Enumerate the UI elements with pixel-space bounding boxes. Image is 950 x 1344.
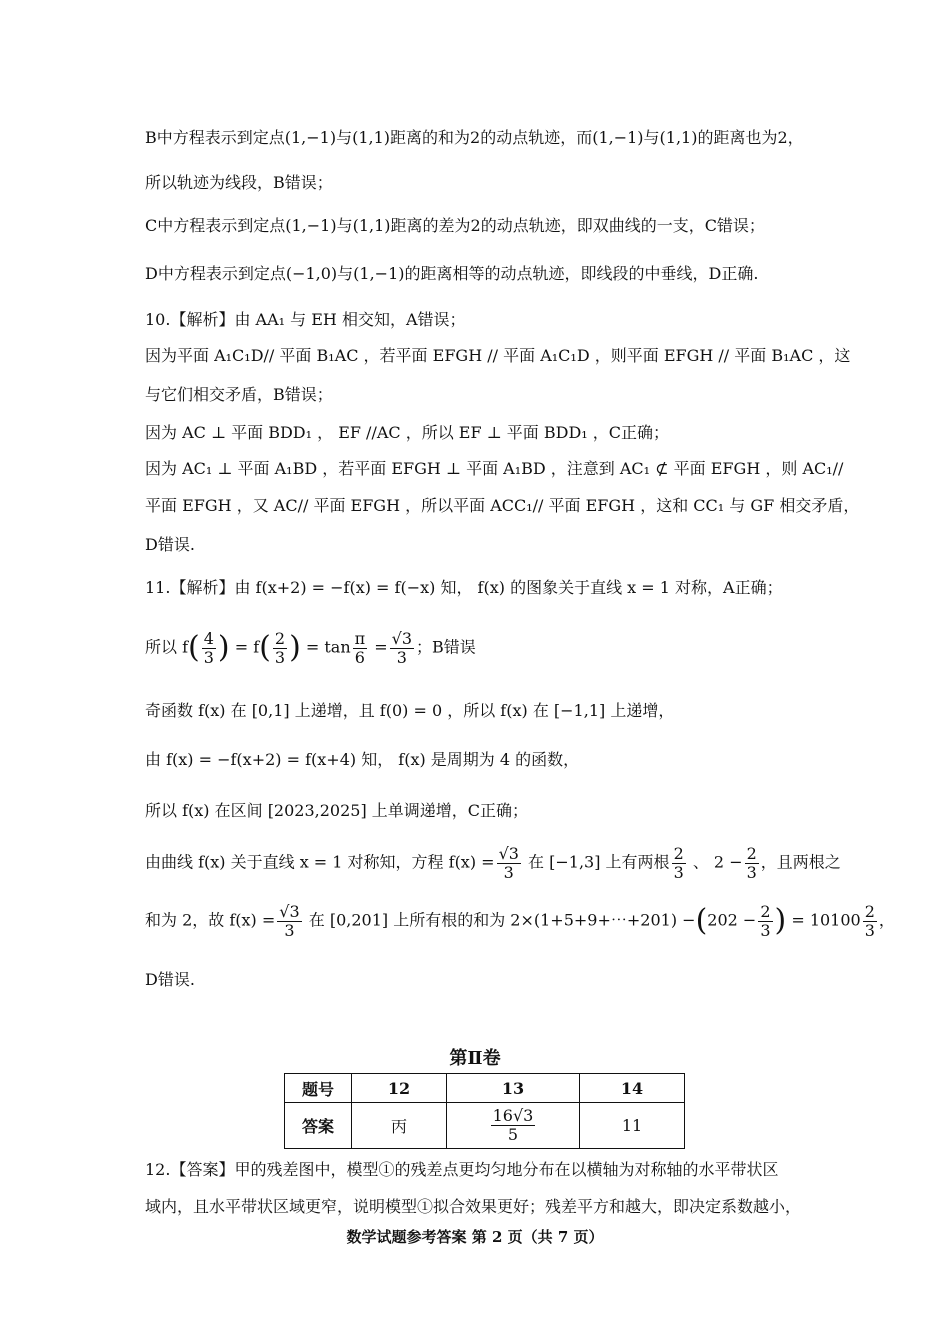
q12-line-2: 域内，且水平带状区域更窄，说明模型①拟合效果更好；残差平方和越大，即决定系数越小， [145, 1197, 802, 1216]
q11-line-5: 所以 f(x) 在区间 [2023,2025] 上单调递增，C正确； [145, 801, 529, 820]
text-line-d1: D中方程表示到定点(−1,0)与(1,−1)的距离相等的动点轨迹，即线段的中垂线，D正确. [145, 264, 759, 283]
page-footer: 数学试题参考答案 第 2 页（共 7 页） [346, 1228, 604, 1246]
q11-2-c: = tan [305, 637, 351, 657]
q11-line-2: 所以 f( $\frac{4}{3}$ ) = f( $\frac{2}{3}$ ) = tan $\frac{\pi}{6}$ = $\frac{√3}{3}$ ；B错误 [145, 629, 476, 667]
q11-line-7: 和为 2，故 f(x) = $\frac{√3}{3}$ 在 [0,201] 上所有根的和为 2×(1+5+9+⋯+201) −(202 − $\frac{2}{3}$ ) = 10100 $\frac{2}{3}$ ， [145, 902, 895, 940]
fraction-2-3: $\frac{2}{3}$ [746, 844, 757, 882]
q10-line-6: 平面 EFGH ，又 AC// 平面 EFGH ，所以平面 ACC₁// 平面 EFGH ，这和 CC₁ 与 GF 相交矛盾， [145, 496, 860, 515]
text-line-b2: 所以轨迹为线段，B错误； [145, 173, 333, 192]
fraction-4-3: $\frac{4}{3}$ [203, 629, 214, 667]
q11-text: 由 f(x+2) = −f(x) = f(−x) 知， f(x) 的图象关于直线 x = 1 对称，A正确； [234, 578, 783, 597]
q11-6-c: 、 2 − [692, 852, 743, 872]
fraction-2-3: $\frac{2}{3}$ [274, 629, 286, 667]
table-header-cell: 12 [352, 1074, 447, 1103]
q10-line-7: D错误. [145, 535, 195, 554]
q11-2-b: = f [234, 637, 260, 657]
fraction-sqrt3-3: $\frac{√3}{3}$ [279, 902, 300, 940]
table-cell-ans12: 丙 [352, 1103, 447, 1149]
fraction-sqrt3-3: $\frac{√3}{3}$ [498, 844, 519, 882]
q11-2-d: = [374, 637, 388, 657]
q11-7-d: = 10100 [791, 910, 861, 930]
q10-line-3: 与它们相交矛盾，B错误； [145, 385, 333, 404]
q11-7-c: 202 − [707, 910, 757, 930]
q11-2-e: ；B错误 [416, 637, 476, 657]
table-header-cell: 13 [447, 1074, 580, 1103]
answer-table [284, 1073, 685, 1149]
q11-2-a: 所以 f [145, 637, 189, 657]
text-line-c1: C中方程表示到定点(1,−1)与(1,1)距离的差为2的动点轨迹，即双曲线的一支，C错误； [145, 216, 765, 235]
q11-7-a: 和为 2，故 f(x) = [145, 910, 276, 930]
q11-line-6 [145, 845, 841, 881]
table-header-cell: 14 [580, 1074, 685, 1103]
q11-line-4: 由 f(x) = −f(x+2) = f(x+4) 知， f(x) 是周期为 4 的函数， [145, 750, 580, 769]
q11-6-b: 在 [−1,3] 上有两根 [528, 852, 670, 872]
q11-7-e: ， [878, 910, 895, 930]
q10-heading: 10.【解析】 [145, 310, 235, 329]
table-header-cell: 题号 [285, 1074, 352, 1103]
table-row-answers [285, 1103, 685, 1149]
q10-line-2: 因为平面 A₁C₁D// 平面 B₁AC ，若平面 EFGH // 平面 A₁C₁D ，则平面 EFGH // 平面 B₁AC ，这 [145, 346, 851, 365]
q11-line-1 [145, 580, 783, 596]
q10-line-4: 因为 AC ⊥ 平面 BDD₁ ， EF //AC ，所以 EF ⊥ 平面 BDD₁ ，C正确； [145, 423, 670, 442]
fraction-16sqrt3-5: $\frac{16√3}{5}$ [492, 1106, 534, 1144]
table-cell-ans14: 11 [580, 1103, 685, 1149]
q11-line-3: 奇函数 f(x) 在 [0,1] 上递增，且 f(0) = 0 ，所以 f(x) 在 [−1,1] 上递增， [145, 701, 675, 720]
fraction-2-3: $\frac{2}{3}$ [760, 902, 771, 940]
fraction-sqrt3-3: $\frac{√3}{3}$ [391, 629, 413, 667]
table-row-label: 答案 [285, 1103, 352, 1149]
q11-6-d: ，且两根之 [760, 852, 841, 872]
q10-line-5: 因为 AC₁ ⊥ 平面 A₁BD ，若平面 EFGH ⊥ 平面 A₁BD ，注意到 AC₁ ⊄ 平面 EFGH ，则 AC₁// [145, 459, 844, 478]
q11-6-a: 由曲线 f(x) 关于直线 x = 1 对称知，方程 f(x) = [145, 852, 495, 872]
text-line-b1: B中方程表示到定点(1,−1)与(1,1)距离的和为2的动点轨迹，而(1,−1)与(1,1)的距离也为2， [145, 128, 804, 147]
q11-7-b: 在 [0,201] 上所有根的和为 2×(1+5+9+⋯+201) − [308, 910, 696, 930]
table-cell-ans13 [447, 1103, 580, 1149]
table-row-header [285, 1074, 685, 1103]
fraction-pi-6: $\frac{\pi}{6}$ [354, 629, 366, 667]
fraction-2-3: $\frac{2}{3}$ [673, 844, 684, 882]
q11-line-8: D错误. [145, 970, 195, 989]
fraction-2-3: $\frac{2}{3}$ [864, 902, 875, 940]
q10-text: 由 AA₁ 与 EH 相交知，A错误； [234, 310, 466, 329]
q11-heading: 11.【解析】 [145, 578, 235, 597]
section-title: 第Ⅱ卷 [449, 1048, 501, 1069]
q10-line-1 [145, 312, 466, 328]
q12-line-1: 12.【答案】甲的残差图中，模型①的残差点更均匀地分布在以横轴为对称轴的水平带状区 [145, 1160, 779, 1179]
